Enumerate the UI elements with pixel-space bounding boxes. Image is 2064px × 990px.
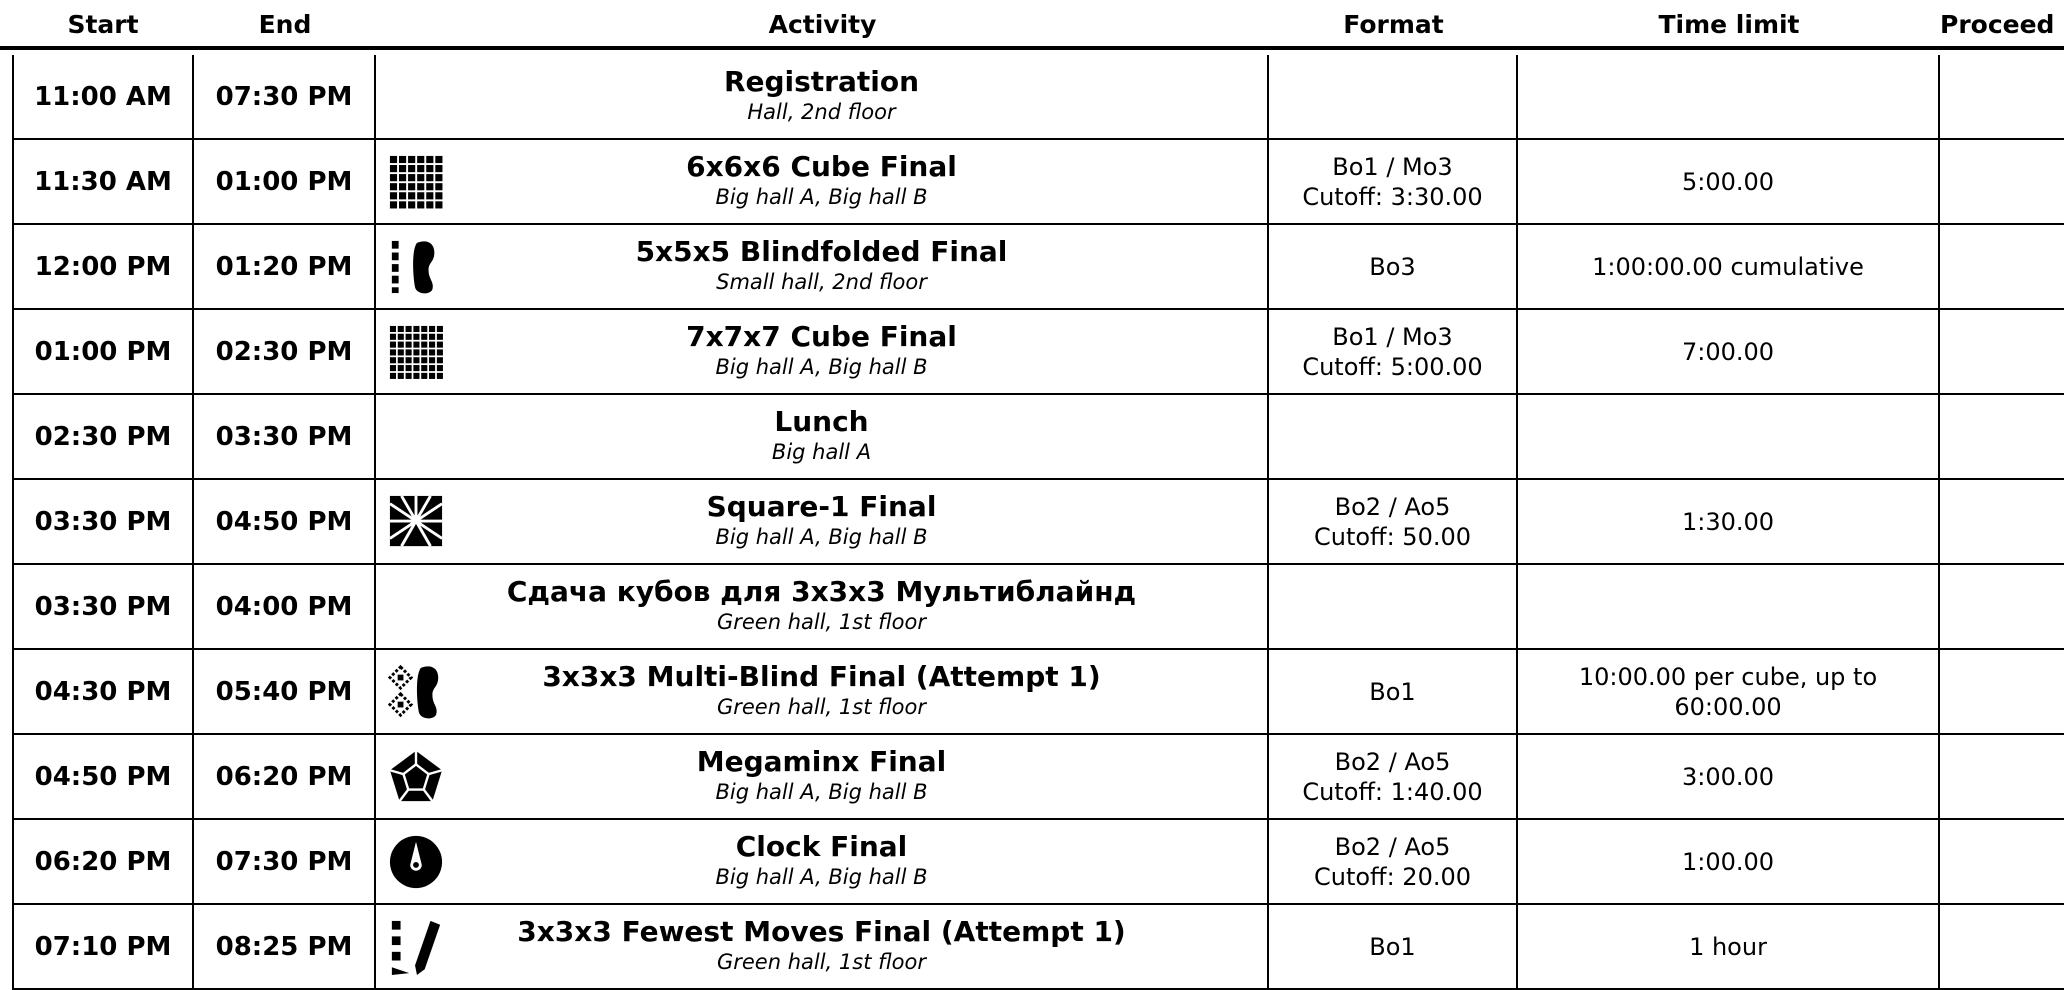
activity-cell [376, 140, 1269, 225]
activity-title: 5x5x5 Blindfolded Final [635, 235, 1008, 268]
time-limit-cell [1518, 55, 1940, 140]
activity-cell [376, 225, 1269, 310]
format-cell [1269, 735, 1518, 820]
time-limit-cell [1518, 395, 1940, 480]
format-cell [1269, 650, 1518, 735]
proceed-cell [1940, 905, 2064, 990]
table-row [12, 650, 2064, 735]
activity-cell [376, 310, 1269, 395]
end-cell [194, 225, 376, 310]
activity-room: Green hall, 1st floor [716, 610, 927, 634]
format-text: Bo1 [1369, 932, 1416, 961]
time-limit-text: 1 hour [1689, 932, 1767, 961]
time-limit-cell [1518, 225, 1940, 310]
start-time: 04:30 PM [34, 676, 172, 707]
time-limit-cell [1518, 480, 1940, 565]
activity-room: Big hall A, Big hall B [715, 865, 928, 889]
end-cell [194, 735, 376, 820]
activity-cell [376, 905, 1269, 990]
table-row [12, 225, 2064, 310]
start-cell [12, 140, 194, 225]
activity-room: Big hall A, Big hall B [715, 525, 928, 549]
start-time: 06:20 PM [34, 846, 172, 877]
activity-title: 3x3x3 Fewest Moves Final (Attempt 1) [517, 915, 1126, 948]
end-cell [194, 820, 376, 905]
end-time: 01:20 PM [215, 251, 353, 282]
start-time: 11:30 AM [34, 166, 172, 197]
end-time: 03:30 PM [215, 421, 353, 452]
start-time: 07:10 PM [34, 931, 172, 962]
proceed-cell [1940, 820, 2064, 905]
cutoff-text: Cutoff: 3:30.00 [1302, 182, 1483, 211]
start-cell [12, 480, 194, 565]
activity-cell [376, 735, 1269, 820]
activity-cell [376, 565, 1269, 650]
time-limit-text: 5:00.00 [1681, 167, 1775, 196]
time-limit-text: 3:00.00 [1681, 762, 1775, 791]
table-row [12, 310, 2064, 395]
end-cell [194, 395, 376, 480]
proceed-cell [1940, 565, 2064, 650]
format-cell [1269, 225, 1518, 310]
activity-title: 7x7x7 Cube Final [686, 320, 957, 353]
cutoff-text: Cutoff: 20.00 [1313, 862, 1472, 891]
end-cell [194, 480, 376, 565]
cutoff-text: Cutoff: 50.00 [1313, 522, 1472, 551]
activity-title: Square-1 Final [706, 490, 937, 523]
time-limit-cell [1518, 565, 1940, 650]
start-time: 02:30 PM [34, 421, 172, 452]
table-row [12, 480, 2064, 565]
header-start: Start [67, 10, 139, 39]
activity-cell [376, 650, 1269, 735]
time-limit-cell [1518, 140, 1940, 225]
start-cell [12, 565, 194, 650]
activity-room: Big hall A, Big hall B [715, 780, 928, 804]
start-time: 03:30 PM [34, 506, 172, 537]
activity-title: 3x3x3 Multi-Blind Final (Attempt 1) [542, 660, 1101, 693]
end-cell [194, 310, 376, 395]
table-row [12, 905, 2064, 990]
end-time: 02:30 PM [215, 336, 353, 367]
time-limit-text: 1:00.00 [1681, 847, 1775, 876]
time-limit-text: 7:00.00 [1681, 337, 1775, 366]
end-time: 06:20 PM [215, 761, 353, 792]
cutoff-text: Cutoff: 5:00.00 [1302, 352, 1483, 381]
end-time: 04:00 PM [215, 591, 353, 622]
start-cell [12, 905, 194, 990]
time-limit-cell [1518, 650, 1940, 735]
start-time: 04:50 PM [34, 761, 172, 792]
start-cell [12, 735, 194, 820]
format-text: Bo1 [1369, 677, 1416, 706]
start-time: 11:00 AM [34, 81, 172, 112]
start-cell [12, 395, 194, 480]
header-format: Format [1343, 10, 1444, 39]
table-row [12, 735, 2064, 820]
format-text: Bo2 / Ao5 [1334, 492, 1451, 521]
header-time-limit: Time limit [1658, 10, 1800, 39]
proceed-cell [1940, 395, 2064, 480]
activity-title: Clock Final [735, 830, 908, 863]
format-text: Bo2 / Ao5 [1334, 832, 1451, 861]
proceed-cell [1940, 225, 2064, 310]
activity-room: Green hall, 1st floor [716, 695, 927, 719]
table-row [12, 565, 2064, 650]
table-row [12, 140, 2064, 225]
header-end: End [258, 10, 312, 39]
table-row [12, 820, 2064, 905]
proceed-cell [1940, 140, 2064, 225]
proceed-cell [1940, 650, 2064, 735]
header-proceed: Proceed [1940, 10, 2055, 39]
activity-room: Big hall A, Big hall B [715, 355, 928, 379]
activity-room: Hall, 2nd floor [747, 100, 896, 124]
end-cell [194, 140, 376, 225]
format-cell [1269, 395, 1518, 480]
end-cell [194, 565, 376, 650]
activity-title: Megaminx Final [696, 745, 947, 778]
cutoff-text: Cutoff: 1:40.00 [1302, 777, 1483, 806]
end-time: 01:00 PM [215, 166, 353, 197]
start-cell [12, 650, 194, 735]
format-cell [1269, 905, 1518, 990]
format-text: Bo2 / Ao5 [1334, 747, 1451, 776]
time-limit-cell [1518, 735, 1940, 820]
time-limit-cell [1518, 905, 1940, 990]
start-cell [12, 820, 194, 905]
time-limit-text: 1:30.00 [1681, 507, 1775, 536]
end-cell [194, 650, 376, 735]
start-time: 03:30 PM [34, 591, 172, 622]
format-cell [1269, 820, 1518, 905]
start-cell [12, 55, 194, 140]
format-cell [1269, 480, 1518, 565]
format-text: Bo1 / Mo3 [1332, 322, 1453, 351]
activity-cell [376, 820, 1269, 905]
end-time: 04:50 PM [215, 506, 353, 537]
activity-cell [376, 55, 1269, 140]
start-time: 12:00 PM [34, 251, 172, 282]
proceed-cell [1940, 55, 2064, 140]
time-limit-cell [1518, 310, 1940, 395]
start-cell [12, 310, 194, 395]
proceed-cell [1940, 480, 2064, 565]
table-row [12, 395, 2064, 480]
activity-title: Сдача кубов для 3x3x3 Мультиблайнд [506, 575, 1137, 608]
activity-room: Big hall A [771, 440, 872, 464]
time-limit-cell [1518, 820, 1940, 905]
format-cell [1269, 310, 1518, 395]
format-cell [1269, 565, 1518, 650]
activity-room: Big hall A, Big hall B [715, 185, 928, 209]
activity-room: Green hall, 1st floor [716, 950, 927, 974]
end-time: 07:30 PM [215, 81, 353, 112]
activity-room: Small hall, 2nd floor [716, 270, 927, 294]
start-cell [12, 225, 194, 310]
time-limit-text: 10:00.00 per cube, up to [1578, 662, 1878, 691]
header-activity: Activity [768, 10, 877, 39]
format-text: Bo3 [1369, 252, 1416, 281]
end-cell [194, 905, 376, 990]
activity-title: 6x6x6 Cube Final [686, 150, 957, 183]
end-time: 07:30 PM [215, 846, 353, 877]
start-time: 01:00 PM [34, 336, 172, 367]
end-time: 05:40 PM [215, 676, 353, 707]
proceed-cell [1940, 735, 2064, 820]
time-limit-text: 1:00:00.00 cumulative [1592, 252, 1864, 281]
proceed-cell [1940, 310, 2064, 395]
format-cell [1269, 140, 1518, 225]
activity-cell [376, 480, 1269, 565]
activity-title: Registration [723, 65, 920, 98]
end-time: 08:25 PM [215, 931, 353, 962]
format-text: Bo1 / Mo3 [1332, 152, 1453, 181]
format-cell [1269, 55, 1518, 140]
time-limit-text-2: 60:00.00 [1674, 692, 1782, 721]
activity-title: Lunch [774, 405, 869, 438]
table-row [12, 55, 2064, 140]
activity-cell [376, 395, 1269, 480]
end-cell [194, 55, 376, 140]
table-header [0, 0, 2064, 50]
